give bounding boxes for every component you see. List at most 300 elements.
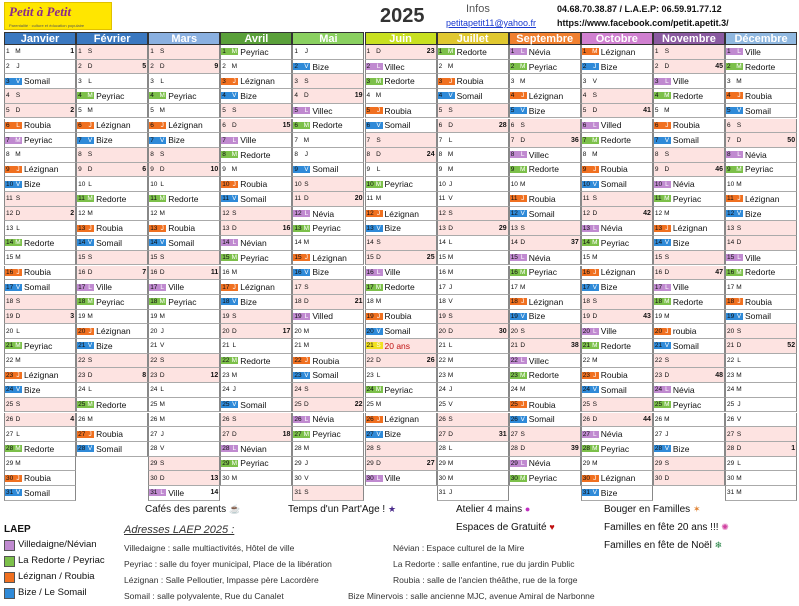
day-cell[interactable] xyxy=(581,413,653,428)
day-cell[interactable] xyxy=(725,192,797,207)
day-cell[interactable] xyxy=(4,133,76,148)
day-cell[interactable] xyxy=(76,266,148,281)
day-cell[interactable] xyxy=(292,486,364,501)
day-cell[interactable] xyxy=(76,104,148,119)
day-cell[interactable] xyxy=(653,368,725,383)
day-cell[interactable] xyxy=(4,295,76,310)
day-cell[interactable] xyxy=(76,236,148,251)
day-cell[interactable] xyxy=(653,119,725,134)
day-cell[interactable] xyxy=(148,457,220,472)
day-cell[interactable] xyxy=(4,177,76,192)
day-cell[interactable] xyxy=(4,354,76,369)
day-cell[interactable] xyxy=(365,148,437,163)
day-cell[interactable] xyxy=(509,354,581,369)
day-cell[interactable] xyxy=(509,74,581,89)
day-cell[interactable] xyxy=(725,413,797,428)
day-cell[interactable] xyxy=(220,471,292,486)
day-cell[interactable] xyxy=(437,207,509,222)
day-cell[interactable] xyxy=(725,457,797,472)
day-cell[interactable] xyxy=(365,295,437,310)
day-cell[interactable] xyxy=(653,280,725,295)
day-cell[interactable] xyxy=(292,192,364,207)
day-cell[interactable] xyxy=(581,339,653,354)
day-cell[interactable] xyxy=(148,368,220,383)
day-cell[interactable] xyxy=(4,119,76,134)
day-cell[interactable] xyxy=(365,398,437,413)
day-cell[interactable] xyxy=(220,104,292,119)
day-cell[interactable] xyxy=(148,89,220,104)
day-cell[interactable] xyxy=(292,280,364,295)
day-cell[interactable] xyxy=(148,104,220,119)
day-cell[interactable] xyxy=(365,177,437,192)
day-cell[interactable] xyxy=(725,471,797,486)
day-cell[interactable] xyxy=(76,192,148,207)
day-cell[interactable] xyxy=(365,251,437,266)
day-cell[interactable] xyxy=(437,163,509,178)
day-cell[interactable] xyxy=(220,295,292,310)
day-cell[interactable] xyxy=(653,295,725,310)
day-cell[interactable] xyxy=(653,192,725,207)
day-cell[interactable] xyxy=(509,192,581,207)
day-cell[interactable] xyxy=(653,60,725,75)
day-cell[interactable] xyxy=(437,89,509,104)
day-cell[interactable] xyxy=(365,236,437,251)
day-cell[interactable] xyxy=(653,266,725,281)
day-cell[interactable] xyxy=(148,221,220,236)
day-cell[interactable] xyxy=(725,104,797,119)
day-cell[interactable] xyxy=(365,280,437,295)
day-cell[interactable] xyxy=(437,221,509,236)
day-cell[interactable] xyxy=(437,471,509,486)
day-cell[interactable] xyxy=(292,457,364,472)
day-cell[interactable] xyxy=(4,280,76,295)
day-cell[interactable] xyxy=(220,60,292,75)
day-cell[interactable] xyxy=(581,236,653,251)
day-cell[interactable] xyxy=(725,486,797,501)
day-cell[interactable] xyxy=(581,368,653,383)
day-cell[interactable] xyxy=(220,368,292,383)
day-cell[interactable] xyxy=(725,221,797,236)
day-cell[interactable] xyxy=(581,251,653,266)
day-cell[interactable] xyxy=(292,368,364,383)
day-cell[interactable] xyxy=(4,236,76,251)
day-cell[interactable] xyxy=(509,251,581,266)
day-cell[interactable] xyxy=(76,442,148,457)
day-cell[interactable] xyxy=(220,398,292,413)
day-cell[interactable] xyxy=(148,119,220,134)
day-cell[interactable] xyxy=(76,368,148,383)
day-cell[interactable] xyxy=(509,148,581,163)
day-cell[interactable] xyxy=(509,163,581,178)
day-cell[interactable] xyxy=(292,89,364,104)
day-cell[interactable] xyxy=(437,177,509,192)
day-cell[interactable] xyxy=(581,119,653,134)
day-cell[interactable] xyxy=(292,60,364,75)
day-cell[interactable] xyxy=(292,74,364,89)
day-cell[interactable] xyxy=(725,148,797,163)
day-cell[interactable] xyxy=(437,486,509,501)
day-cell[interactable] xyxy=(4,148,76,163)
day-cell[interactable] xyxy=(4,339,76,354)
day-cell[interactable] xyxy=(148,471,220,486)
email-link[interactable]: petitapetit11@yahoo.fr xyxy=(446,18,537,28)
day-cell[interactable] xyxy=(220,354,292,369)
day-cell[interactable] xyxy=(292,339,364,354)
day-cell[interactable] xyxy=(148,398,220,413)
day-cell[interactable] xyxy=(725,339,797,354)
day-cell[interactable] xyxy=(437,119,509,134)
day-cell[interactable] xyxy=(148,413,220,428)
day-cell[interactable] xyxy=(581,295,653,310)
day-cell[interactable] xyxy=(653,457,725,472)
day-cell[interactable] xyxy=(76,354,148,369)
day-cell[interactable] xyxy=(581,354,653,369)
day-cell[interactable] xyxy=(220,177,292,192)
day-cell[interactable] xyxy=(76,310,148,325)
day-cell[interactable] xyxy=(76,207,148,222)
day-cell[interactable] xyxy=(365,192,437,207)
day-cell[interactable] xyxy=(4,383,76,398)
day-cell[interactable] xyxy=(581,280,653,295)
day-cell[interactable] xyxy=(509,119,581,134)
day-cell[interactable] xyxy=(437,339,509,354)
day-cell[interactable] xyxy=(4,398,76,413)
day-cell[interactable] xyxy=(76,427,148,442)
day-cell[interactable] xyxy=(509,442,581,457)
day-cell[interactable] xyxy=(220,280,292,295)
day-cell[interactable] xyxy=(76,133,148,148)
day-cell[interactable] xyxy=(509,457,581,472)
day-cell[interactable] xyxy=(365,60,437,75)
day-cell[interactable] xyxy=(581,486,653,501)
day-cell[interactable] xyxy=(437,442,509,457)
day-cell[interactable] xyxy=(509,177,581,192)
day-cell[interactable] xyxy=(581,398,653,413)
day-cell[interactable] xyxy=(148,177,220,192)
day-cell[interactable] xyxy=(4,413,76,428)
day-cell[interactable] xyxy=(581,133,653,148)
day-cell[interactable] xyxy=(365,354,437,369)
day-cell[interactable] xyxy=(4,163,76,178)
day-cell[interactable] xyxy=(220,119,292,134)
day-cell[interactable] xyxy=(220,457,292,472)
day-cell[interactable] xyxy=(4,89,76,104)
day-cell[interactable] xyxy=(292,383,364,398)
day-cell[interactable] xyxy=(4,60,76,75)
day-cell[interactable] xyxy=(653,163,725,178)
day-cell[interactable] xyxy=(581,163,653,178)
day-cell[interactable] xyxy=(725,295,797,310)
day-cell[interactable] xyxy=(725,442,797,457)
day-cell[interactable] xyxy=(220,266,292,281)
day-cell[interactable] xyxy=(4,251,76,266)
day-cell[interactable] xyxy=(725,280,797,295)
day-cell[interactable] xyxy=(581,74,653,89)
day-cell[interactable] xyxy=(509,471,581,486)
day-cell[interactable] xyxy=(292,45,364,60)
day-cell[interactable] xyxy=(220,133,292,148)
day-cell[interactable] xyxy=(365,266,437,281)
day-cell[interactable] xyxy=(220,45,292,60)
day-cell[interactable] xyxy=(148,280,220,295)
day-cell[interactable] xyxy=(148,324,220,339)
day-cell[interactable] xyxy=(725,119,797,134)
facebook-link[interactable]: https://www.facebook.com/petit.apetit.3/ xyxy=(557,18,729,28)
day-cell[interactable] xyxy=(437,133,509,148)
day-cell[interactable] xyxy=(220,148,292,163)
day-cell[interactable] xyxy=(653,339,725,354)
day-cell[interactable] xyxy=(76,60,148,75)
day-cell[interactable] xyxy=(581,45,653,60)
day-cell[interactable] xyxy=(653,236,725,251)
day-cell[interactable] xyxy=(437,45,509,60)
day-cell[interactable] xyxy=(725,310,797,325)
day-cell[interactable] xyxy=(581,427,653,442)
day-cell[interactable] xyxy=(220,383,292,398)
day-cell[interactable] xyxy=(509,295,581,310)
day-cell[interactable] xyxy=(365,383,437,398)
day-cell[interactable] xyxy=(653,324,725,339)
day-cell[interactable] xyxy=(76,295,148,310)
day-cell[interactable] xyxy=(4,310,76,325)
day-cell[interactable] xyxy=(581,177,653,192)
day-cell[interactable] xyxy=(437,427,509,442)
day-cell[interactable] xyxy=(292,442,364,457)
day-cell[interactable] xyxy=(220,221,292,236)
day-cell[interactable] xyxy=(148,442,220,457)
day-cell[interactable] xyxy=(437,104,509,119)
day-cell[interactable] xyxy=(365,104,437,119)
day-cell[interactable] xyxy=(725,398,797,413)
day-cell[interactable] xyxy=(292,266,364,281)
day-cell[interactable] xyxy=(148,427,220,442)
day-cell[interactable] xyxy=(148,60,220,75)
day-cell[interactable] xyxy=(76,163,148,178)
day-cell[interactable] xyxy=(148,133,220,148)
day-cell[interactable] xyxy=(76,45,148,60)
day-cell[interactable] xyxy=(725,354,797,369)
day-cell[interactable] xyxy=(653,74,725,89)
day-cell[interactable] xyxy=(148,236,220,251)
day-cell[interactable] xyxy=(653,148,725,163)
day-cell[interactable] xyxy=(509,89,581,104)
day-cell[interactable] xyxy=(581,310,653,325)
day-cell[interactable] xyxy=(365,89,437,104)
day-cell[interactable] xyxy=(509,310,581,325)
day-cell[interactable] xyxy=(725,133,797,148)
day-cell[interactable] xyxy=(653,310,725,325)
day-cell[interactable] xyxy=(365,442,437,457)
day-cell[interactable] xyxy=(437,324,509,339)
day-cell[interactable] xyxy=(220,324,292,339)
day-cell[interactable] xyxy=(148,295,220,310)
day-cell[interactable] xyxy=(220,427,292,442)
day-cell[interactable] xyxy=(509,413,581,428)
day-cell[interactable] xyxy=(365,324,437,339)
day-cell[interactable] xyxy=(725,383,797,398)
day-cell[interactable] xyxy=(509,60,581,75)
day-cell[interactable] xyxy=(220,251,292,266)
day-cell[interactable] xyxy=(4,192,76,207)
day-cell[interactable] xyxy=(76,383,148,398)
day-cell[interactable] xyxy=(220,310,292,325)
day-cell[interactable] xyxy=(365,471,437,486)
day-cell[interactable] xyxy=(76,74,148,89)
day-cell[interactable] xyxy=(509,280,581,295)
day-cell[interactable] xyxy=(292,119,364,134)
day-cell[interactable] xyxy=(292,177,364,192)
day-cell[interactable] xyxy=(581,471,653,486)
day-cell[interactable] xyxy=(220,236,292,251)
day-cell[interactable] xyxy=(4,45,76,60)
day-cell[interactable] xyxy=(581,192,653,207)
day-cell[interactable] xyxy=(365,457,437,472)
day-cell[interactable] xyxy=(148,310,220,325)
day-cell[interactable] xyxy=(653,207,725,222)
day-cell[interactable] xyxy=(581,104,653,119)
day-cell[interactable] xyxy=(437,148,509,163)
day-cell[interactable] xyxy=(4,207,76,222)
day-cell[interactable] xyxy=(653,89,725,104)
day-cell[interactable] xyxy=(148,339,220,354)
day-cell[interactable] xyxy=(581,221,653,236)
day-cell[interactable] xyxy=(365,207,437,222)
day-cell[interactable] xyxy=(76,398,148,413)
day-cell[interactable] xyxy=(509,398,581,413)
day-cell[interactable] xyxy=(148,148,220,163)
day-cell[interactable] xyxy=(581,324,653,339)
day-cell[interactable] xyxy=(4,221,76,236)
day-cell[interactable] xyxy=(220,413,292,428)
day-cell[interactable] xyxy=(365,413,437,428)
day-cell[interactable] xyxy=(76,177,148,192)
day-cell[interactable] xyxy=(581,266,653,281)
day-cell[interactable] xyxy=(4,457,76,472)
day-cell[interactable] xyxy=(292,354,364,369)
day-cell[interactable] xyxy=(725,324,797,339)
day-cell[interactable] xyxy=(437,413,509,428)
day-cell[interactable] xyxy=(148,383,220,398)
day-cell[interactable] xyxy=(220,442,292,457)
day-cell[interactable] xyxy=(653,413,725,428)
day-cell[interactable] xyxy=(509,266,581,281)
day-cell[interactable] xyxy=(4,442,76,457)
day-cell[interactable] xyxy=(148,266,220,281)
day-cell[interactable] xyxy=(292,398,364,413)
day-cell[interactable] xyxy=(437,368,509,383)
day-cell[interactable] xyxy=(509,45,581,60)
day-cell[interactable] xyxy=(653,442,725,457)
day-cell[interactable] xyxy=(509,207,581,222)
day-cell[interactable] xyxy=(4,368,76,383)
day-cell[interactable] xyxy=(4,266,76,281)
day-cell[interactable] xyxy=(220,339,292,354)
day-cell[interactable] xyxy=(581,383,653,398)
day-cell[interactable] xyxy=(725,89,797,104)
day-cell[interactable] xyxy=(437,457,509,472)
day-cell[interactable] xyxy=(437,74,509,89)
day-cell[interactable] xyxy=(220,192,292,207)
day-cell[interactable] xyxy=(725,266,797,281)
day-cell[interactable] xyxy=(653,383,725,398)
day-cell[interactable] xyxy=(653,398,725,413)
day-cell[interactable] xyxy=(148,45,220,60)
day-cell[interactable] xyxy=(653,471,725,486)
day-cell[interactable] xyxy=(292,148,364,163)
day-cell[interactable] xyxy=(653,45,725,60)
day-cell[interactable] xyxy=(292,413,364,428)
day-cell[interactable] xyxy=(76,339,148,354)
day-cell[interactable] xyxy=(653,104,725,119)
day-cell[interactable] xyxy=(76,251,148,266)
day-cell[interactable] xyxy=(365,119,437,134)
day-cell[interactable] xyxy=(653,427,725,442)
day-cell[interactable] xyxy=(437,354,509,369)
day-cell[interactable] xyxy=(725,45,797,60)
day-cell[interactable] xyxy=(725,163,797,178)
day-cell[interactable] xyxy=(509,104,581,119)
day-cell[interactable] xyxy=(292,221,364,236)
day-cell[interactable] xyxy=(725,368,797,383)
day-cell[interactable] xyxy=(437,398,509,413)
day-cell[interactable] xyxy=(148,192,220,207)
day-cell[interactable] xyxy=(653,221,725,236)
day-cell[interactable] xyxy=(653,177,725,192)
day-cell[interactable] xyxy=(725,427,797,442)
day-cell[interactable] xyxy=(509,427,581,442)
day-cell[interactable] xyxy=(292,324,364,339)
day-cell[interactable] xyxy=(437,60,509,75)
day-cell[interactable] xyxy=(437,295,509,310)
day-cell[interactable] xyxy=(437,383,509,398)
day-cell[interactable] xyxy=(76,221,148,236)
day-cell[interactable] xyxy=(148,74,220,89)
day-cell[interactable] xyxy=(725,236,797,251)
day-cell[interactable] xyxy=(76,280,148,295)
day-cell[interactable] xyxy=(581,207,653,222)
day-cell[interactable] xyxy=(437,192,509,207)
day-cell[interactable] xyxy=(292,104,364,119)
day-cell[interactable] xyxy=(220,207,292,222)
day-cell[interactable] xyxy=(4,486,76,501)
day-cell[interactable] xyxy=(725,177,797,192)
day-cell[interactable] xyxy=(437,280,509,295)
day-cell[interactable] xyxy=(292,471,364,486)
day-cell[interactable] xyxy=(581,442,653,457)
day-cell[interactable] xyxy=(437,266,509,281)
day-cell[interactable] xyxy=(653,354,725,369)
day-cell[interactable] xyxy=(365,133,437,148)
day-cell[interactable] xyxy=(4,427,76,442)
day-cell[interactable] xyxy=(365,163,437,178)
day-cell[interactable] xyxy=(148,354,220,369)
day-cell[interactable] xyxy=(220,74,292,89)
day-cell[interactable] xyxy=(437,251,509,266)
day-cell[interactable] xyxy=(292,295,364,310)
day-cell[interactable] xyxy=(292,236,364,251)
day-cell[interactable] xyxy=(509,236,581,251)
day-cell[interactable] xyxy=(725,74,797,89)
day-cell[interactable] xyxy=(4,471,76,486)
day-cell[interactable] xyxy=(76,324,148,339)
day-cell[interactable] xyxy=(725,207,797,222)
day-cell[interactable] xyxy=(365,427,437,442)
day-cell[interactable] xyxy=(4,74,76,89)
day-cell[interactable] xyxy=(653,133,725,148)
day-cell[interactable] xyxy=(365,221,437,236)
day-cell[interactable] xyxy=(725,60,797,75)
day-cell[interactable] xyxy=(148,486,220,501)
